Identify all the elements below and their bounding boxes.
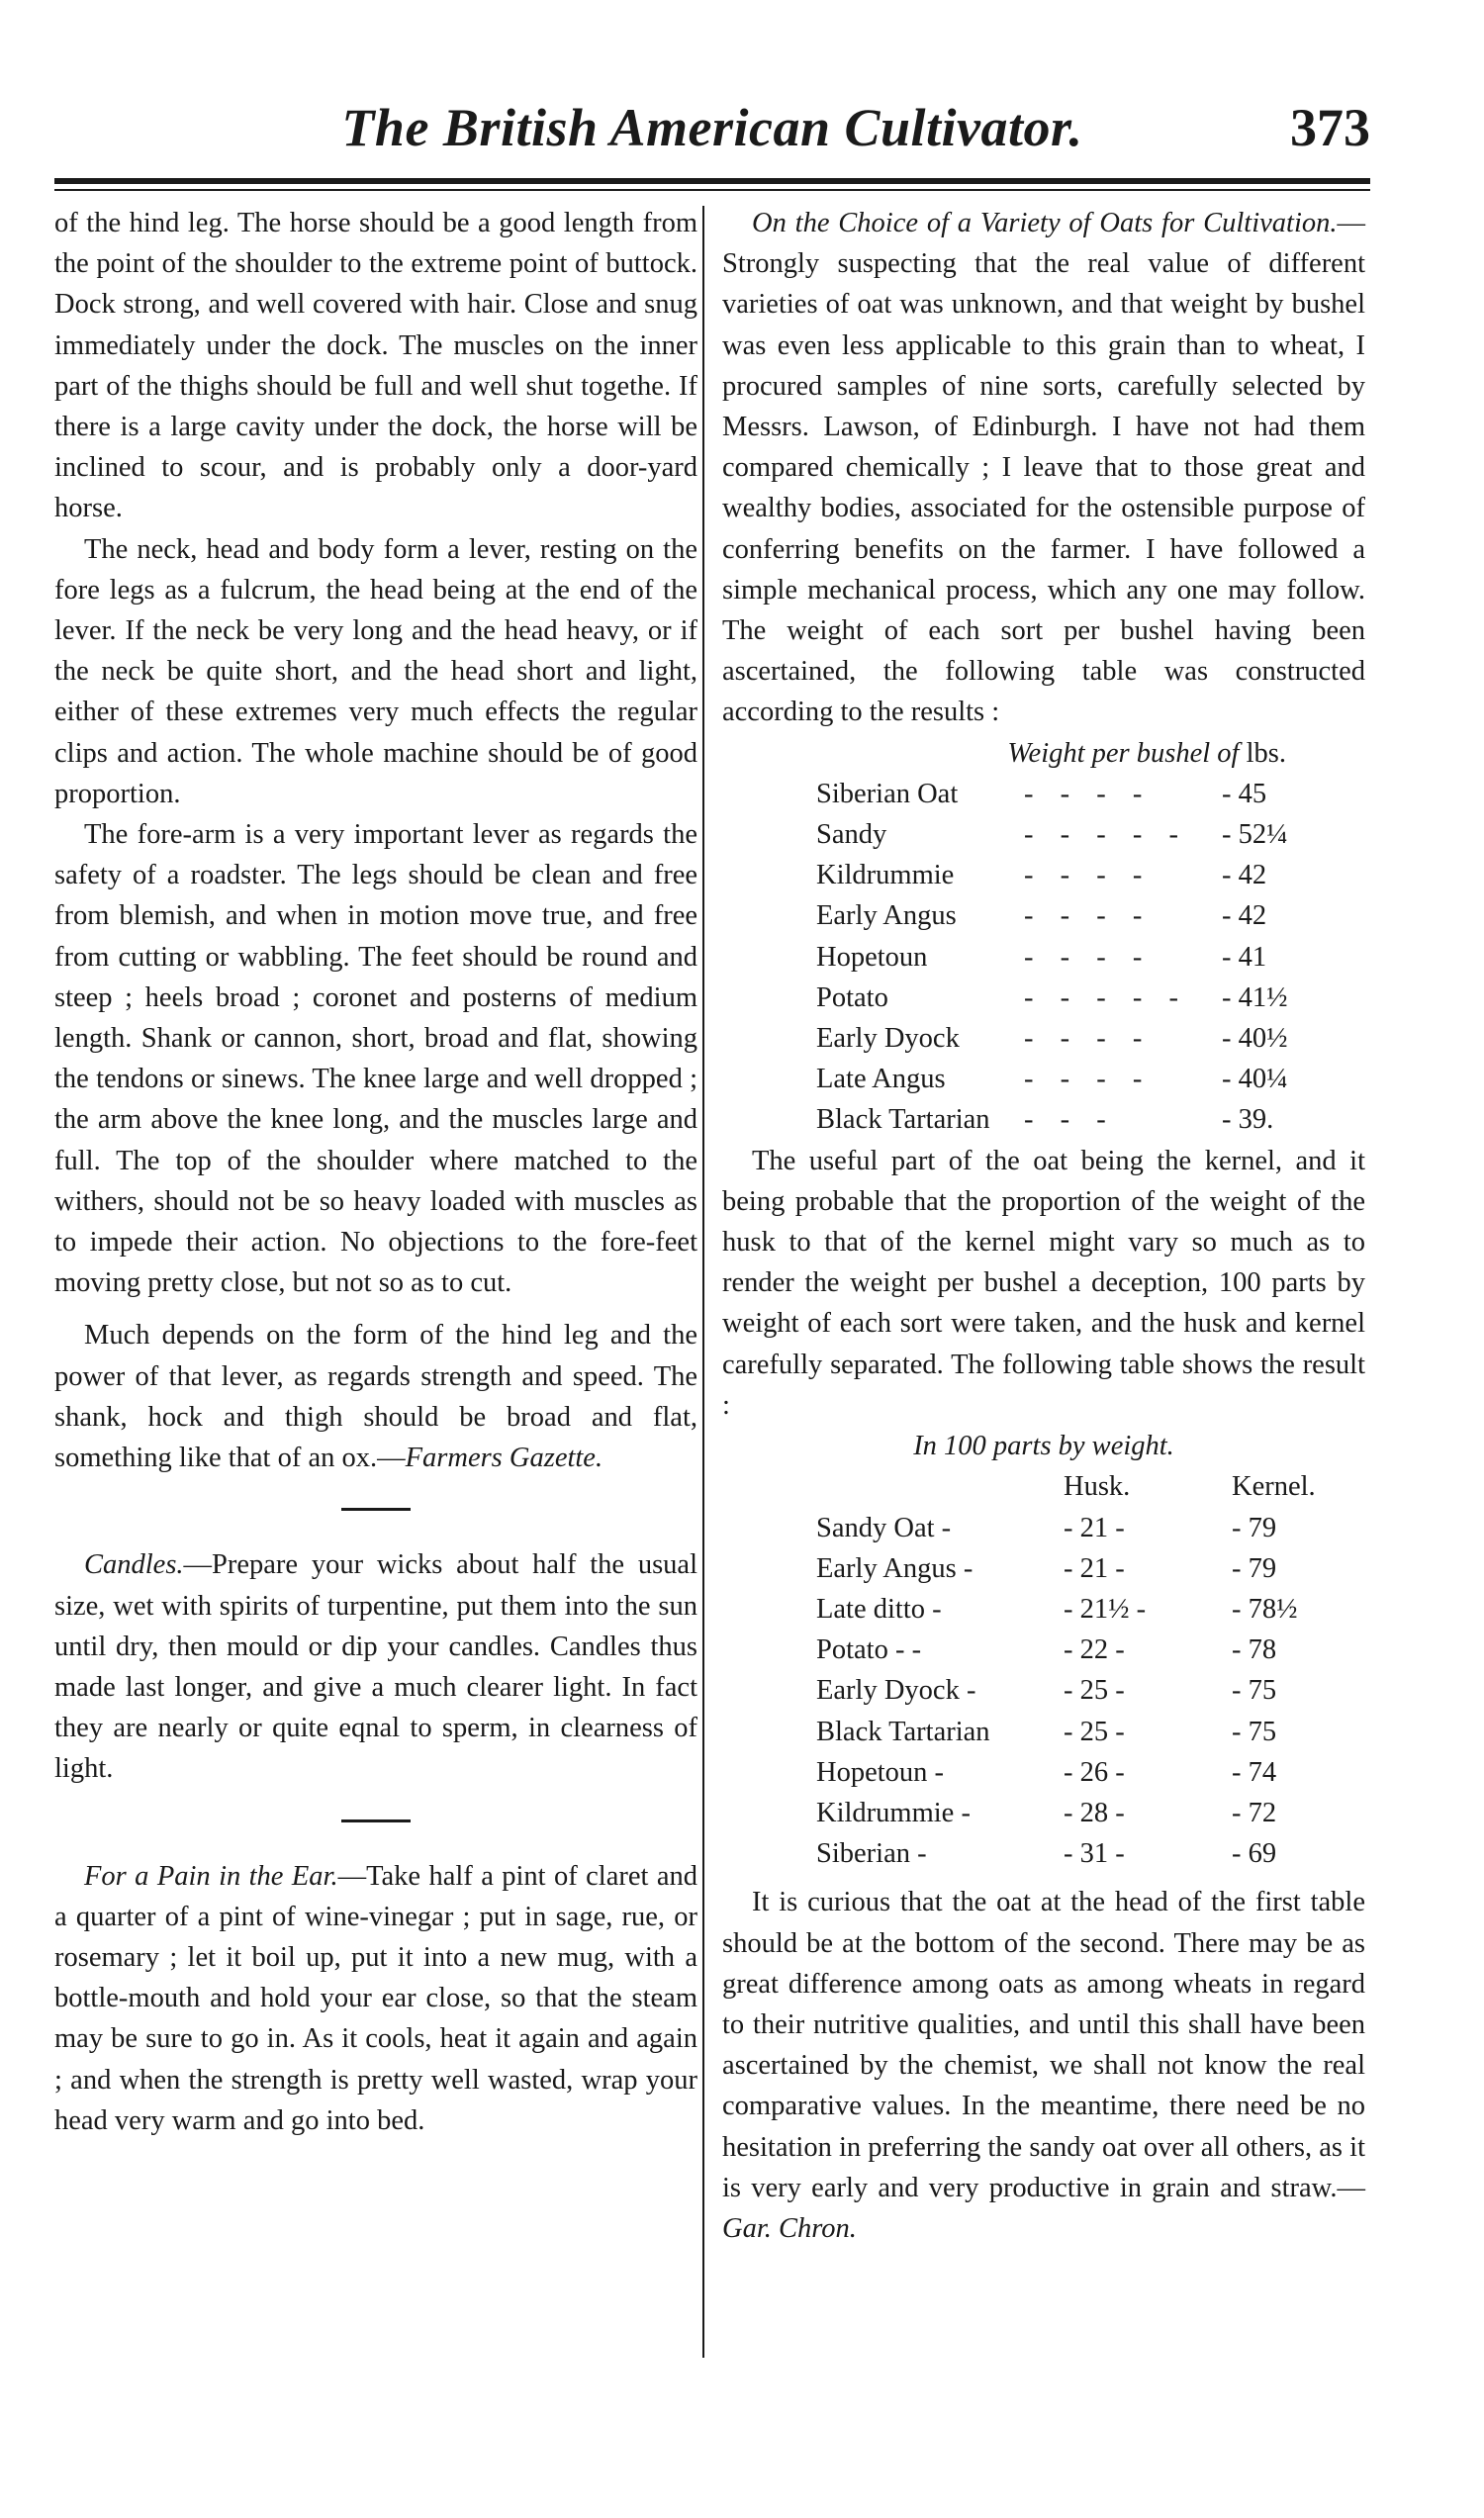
bushel-weight-value: - 42 (1222, 900, 1267, 932)
kernel-value: - 78½ (1232, 1593, 1298, 1625)
parts-table-header (816, 1466, 1321, 1507)
left-column (54, 203, 697, 2141)
oat-variety-name: Siberian - (816, 1838, 927, 1870)
husk-value: - 26 - (1064, 1756, 1125, 1788)
weight-table-row (816, 895, 1288, 936)
oat-variety-name: Potato (816, 981, 888, 1013)
oats-article-title: On the Choice of a Variety of Oats for Cultivation. (752, 208, 1338, 238)
leader-dashes: - - - - - (1024, 819, 1188, 851)
bushel-weight-value: - 52¼ (1222, 819, 1288, 851)
horse-paragraph-4-text: Much depends on the form of the hind leg and the power of that lever, as regards strength and speed. The shank, hock and thigh should be broad and flat, something like that of an ox.— (54, 1320, 697, 1474)
kernel-value: - 69 (1232, 1838, 1277, 1870)
husk-value: - 21 - (1064, 1552, 1125, 1584)
leader-dashes: - - - - (1024, 860, 1153, 891)
parts-table-row (816, 1793, 1321, 1833)
running-title: The British American Cultivator. (341, 98, 1083, 157)
oat-variety-name: Late ditto - (816, 1593, 942, 1625)
bushel-weight-value: - 40½ (1222, 1023, 1288, 1055)
kernel-value: - 78 (1232, 1634, 1277, 1666)
right-column (722, 203, 1365, 2249)
bushel-weight-value: - 45 (1222, 778, 1267, 809)
husk-value: - 25 - (1064, 1675, 1125, 1707)
weight-table-row (816, 1018, 1288, 1059)
oat-variety-name: Early Dyock (816, 1023, 960, 1055)
oat-variety-name: Sandy Oat - (816, 1512, 952, 1543)
leader-dashes: - - - (1024, 1104, 1116, 1136)
weight-table-row (816, 814, 1288, 855)
parts-table-row (816, 1589, 1321, 1630)
parts-table-row (816, 1630, 1321, 1670)
bushel-weight-value: - 41 (1222, 941, 1267, 973)
oat-variety-name: Kildrummie (816, 860, 955, 891)
oat-variety-name: Hopetoun - (816, 1756, 945, 1788)
oats-article-source: Gar. Chron. (722, 2212, 857, 2244)
oat-variety-name: Early Dyock - (816, 1675, 976, 1707)
oat-variety-name: Black Tartarian (816, 1716, 990, 1747)
weight-table-row (816, 978, 1288, 1018)
leader-dashes: - - - - (1024, 1023, 1153, 1055)
bushel-weight-value: - 40¼ (1222, 1064, 1288, 1095)
weight-caption-text: Weight per bushel of (1007, 737, 1240, 769)
leader-dashes: - - - - (1024, 900, 1153, 932)
kernel-value: - 74 (1232, 1756, 1277, 1788)
oat-variety-name: Black Tartarian (816, 1104, 990, 1136)
weight-table-row (816, 1059, 1288, 1099)
horse-paragraph-2: The neck, head and body form a lever, resting on the fore legs as a fulcrum, the head being at the end of the lever. If the neck be very long and the head heavy, or if the neck be quite short, and the head short and light, either of these extremes very much effects the regular clips and action. The whole machine should be of good proportion. (54, 533, 697, 809)
section-separator (341, 1508, 411, 1511)
oat-variety-name: Early Angus (816, 900, 957, 932)
leader-dashes: - - - - (1024, 1064, 1153, 1095)
husk-value: - 22 - (1064, 1634, 1125, 1666)
ear-text: —Take half a pint of claret and a quarter of a pint of wine-vinegar ; put in sage, rue, or rosemary ; let it boil up, put it into a new mug, with a bottle-mouth and hold your ear close, so that the steam may be sure to go in. As it cools, heat it again and again ; and when the strength is pretty well wasted, wrap your head very warm and go into bed. (54, 1860, 697, 2136)
weight-table-row (816, 1099, 1288, 1140)
oat-variety-name: Early Angus - (816, 1552, 974, 1584)
parts-table-row (816, 1670, 1321, 1711)
kernel-header: Kernel. (1232, 1471, 1316, 1503)
parts-table (816, 1466, 1321, 1874)
weight-table-row (816, 937, 1288, 978)
page-number: 373 (1290, 98, 1370, 157)
husk-value: - 21½ - (1064, 1593, 1147, 1625)
candles-text: —Prepare your wicks about half the usual size, wet with spirits of turpentine, put them into the sun until dry, then mould or dip your candles. Candles thus made last longer, and give a much clearer light. In fact they are nearly or quite eqnal to sperm, in clearness of light. (54, 1549, 697, 1785)
page-header (54, 87, 1370, 176)
husk-header: Husk. (1064, 1471, 1131, 1503)
bushel-weight-value: - 42 (1222, 860, 1267, 891)
bushel-weight-value: - 41½ (1222, 981, 1288, 1013)
oat-variety-name: Late Angus (816, 1064, 946, 1095)
oats-paragraph-3-text: It is curious that the oat at the head of the first table should be at the bottom of the second. There may be as great difference among oats as among wheats in regard to their nutritive qualities, and until this shall have been ascertained by the chemist, we shall not know the real comparative values. In the meantime, there need be no hesitation in preferring the sandy oat over all others, as it is very early and very productive in grain and straw.— (722, 1887, 1365, 2203)
horse-article-source: Farmers Gazette. (405, 1443, 603, 1474)
leader-dashes: - - - - (1024, 941, 1153, 973)
weight-caption-unit: lbs. (1246, 737, 1286, 769)
column-divider (702, 206, 704, 2358)
weight-table (816, 774, 1288, 1141)
leader-dashes: - - - - (1024, 778, 1153, 809)
horse-paragraph-1: of the hind leg. The horse should be a good length from the point of the shoulder to the extreme point of buttock. Dock strong, and well covered with hair. Close and snug immediately under the dock. The muscles on the inner part of the thighs should be full and well shut togethe. If there is a large cavity under the dock, the horse will be inclined to scour, and is probably only a door-yard horse. (54, 208, 697, 524)
oats-paragraph-3 (722, 1882, 1365, 2249)
kernel-value: - 75 (1232, 1675, 1277, 1707)
kernel-value: - 79 (1232, 1552, 1277, 1584)
kernel-value: - 75 (1232, 1716, 1277, 1747)
ear-title: For a Pain in the Ear. (84, 1860, 338, 1892)
bushel-weight-value: - 39. (1222, 1104, 1274, 1136)
parts-table-row (816, 1752, 1321, 1793)
section-separator (341, 1819, 411, 1822)
candles-title: Candles. (84, 1549, 184, 1581)
oat-variety-name: Sandy (816, 819, 887, 851)
husk-value: - 31 - (1064, 1838, 1125, 1870)
parts-table-row (816, 1508, 1321, 1548)
husk-value: - 25 - (1064, 1716, 1125, 1747)
weight-table-row (816, 855, 1288, 895)
parts-table-caption: In 100 parts by weight. (913, 1431, 1174, 1462)
husk-value: - 28 - (1064, 1797, 1125, 1828)
parts-table-row (816, 1833, 1321, 1874)
horse-paragraph-4 (54, 1315, 697, 1478)
header-rule (54, 178, 1370, 184)
kernel-value: - 79 (1232, 1512, 1277, 1543)
husk-value: - 21 - (1064, 1512, 1125, 1543)
parts-table-row (816, 1712, 1321, 1752)
oat-variety-name: Siberian Oat (816, 778, 959, 809)
oat-variety-name: Potato - - (816, 1634, 922, 1666)
ear-paragraph (54, 1856, 697, 2141)
weight-table-row (816, 774, 1288, 814)
weight-table-caption (722, 733, 1365, 774)
candles-paragraph (54, 1544, 697, 1789)
header-rule-thin (54, 189, 1370, 191)
parts-table-row (816, 1548, 1321, 1589)
kernel-value: - 72 (1232, 1797, 1277, 1828)
horse-paragraph-3: The fore-arm is a very important lever as regards the safety of a roadster. The legs should be clean and free from blemish, and when in motion move true, and free from cutting or wabbling. The feet should be round and steep ; heels broad ; coronet and posterns of medium length. Shank or cannon, short, broad and flat, showing the tendons or sinews. The knee large and well dropped ; the arm above the knee long, and the muscles large and full. The top of the shoulder where matched to the withers, should not be so heavy loaded with muscles as to impede their action. No objections to the fore-feet moving pretty close, but not so as to cut. (54, 819, 697, 1299)
oat-variety-name: Hopetoun (816, 941, 928, 973)
oats-paragraph-2: The useful part of the oat being the kernel, and it being probable that the proportion of the weight of the husk to that of the kernel might vary so much as to render the weight per bushel a deception, 100 parts by weight of each sort were taken, and the husk and kernel carefully separated. The following table shows the result : (722, 1145, 1365, 1421)
leader-dashes: - - - - - (1024, 981, 1188, 1013)
oats-intro-text: —Strongly suspecting that the real value of different varieties of oat was unknown, and that weight by bushel was even less applicable to this grain than to wheat, I procured samples of nine sorts, carefully selected by Messrs. Lawson, of Edinburgh. I have not had them compared chemically ; I leave that to those great and wealthy bodies, associated for the ostensible purpose of conferring benefits on the farmer. I have followed a simple mechanical process, which any one may follow. The weight of each sort per bushel having been ascertained, the following table was constructed according to the results : (722, 208, 1365, 728)
oats-intro-paragraph (722, 203, 1365, 733)
oat-variety-name: Kildrummie - (816, 1797, 971, 1828)
